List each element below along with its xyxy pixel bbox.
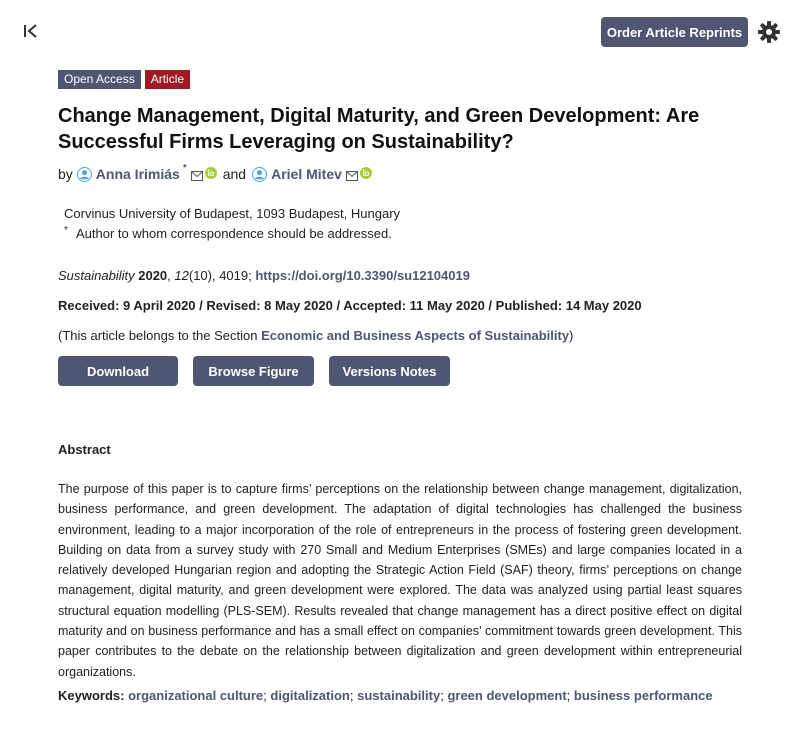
browse-figure-button[interactable]: Browse Figure xyxy=(193,356,314,386)
mail-icon[interactable] xyxy=(346,166,358,176)
orcid-icon[interactable] xyxy=(360,164,372,176)
article-header xyxy=(58,70,742,706)
keyword-link[interactable]: green development xyxy=(447,687,567,703)
citation-issue-pages: (10), 4019; xyxy=(188,268,252,283)
keyword-separator: ; xyxy=(440,687,444,703)
gear-icon[interactable] xyxy=(757,20,781,44)
publication-dates: Received: 9 April 2020 / Revised: 8 May 2020 / Accepted: 11 May 2020 / Published: 14 May 2020 xyxy=(58,298,642,313)
section-link[interactable]: Economic and Business Aspects of Sustainability xyxy=(261,328,570,343)
correspondence-mark: * xyxy=(64,225,68,236)
corresponding-author-mark: * xyxy=(182,163,187,174)
keywords xyxy=(58,686,742,706)
correspondence-note xyxy=(64,224,742,244)
article-actions xyxy=(58,356,742,386)
open-access-badge: Open Access xyxy=(58,70,141,89)
article-type-badge: Article xyxy=(145,70,190,89)
and-label: and xyxy=(222,166,247,182)
article-title: Change Management, Digital Maturity, and Green Development: Are Successful Firms Leveraging on Sustainability? xyxy=(58,105,700,153)
journal-name: Sustainability xyxy=(58,268,135,283)
author-link-anna-irimias[interactable]: Anna Irimiás xyxy=(95,166,180,182)
versions-notes-button[interactable]: Versions Notes xyxy=(329,356,450,386)
keyword-separator: ; xyxy=(349,687,354,703)
affiliations xyxy=(58,204,742,244)
citation-line xyxy=(58,266,742,286)
collapse-left-icon[interactable] xyxy=(20,20,42,42)
user-icon xyxy=(252,167,267,182)
keyword-separator: ; xyxy=(263,687,267,703)
affiliation-text: Corvinus University of Budapest, 1093 Budapest, Hungary xyxy=(64,206,401,221)
orcid-icon[interactable] xyxy=(205,164,217,176)
section-suffix: ) xyxy=(569,328,574,343)
top-bar xyxy=(0,0,802,64)
keyword-link[interactable]: business performance xyxy=(573,687,713,703)
keyword-link[interactable]: digitalization xyxy=(270,687,350,703)
mail-icon[interactable] xyxy=(191,166,203,176)
order-reprints-button[interactable]: Order Article Reprints xyxy=(601,17,748,47)
keywords-label: Keywords: xyxy=(58,687,125,703)
article-badges xyxy=(58,70,742,90)
by-label: by xyxy=(58,166,73,182)
doi-link[interactable]: https://doi.org/10.3390/su12104019 xyxy=(255,268,470,283)
download-button[interactable]: Download xyxy=(58,356,178,386)
keyword-separator: ; xyxy=(566,687,571,703)
abstract-heading: Abstract xyxy=(58,442,111,457)
citation-volume: 12 xyxy=(174,268,189,283)
user-icon xyxy=(77,167,92,182)
citation-comma: , xyxy=(167,268,175,283)
citation-year: 2020 xyxy=(138,268,168,283)
section-prefix: (This article belongs to the Section xyxy=(58,328,258,343)
section-note xyxy=(58,326,742,346)
abstract-text: The purpose of this paper is to capture firms’ perceptions on the relationship between change management, digitalization, business performance, and green development. The adaptation of digital technologies has challenged the business environment, leading to a major incorporation of the role of entrepreneurs in the process of fostering green development. Building on data from a survey study with 270 Small and Medium Enterprises (SMEs) and large companies located in a relatively developed Hungarian region and adopting the Strategic Action Field (SAF) theory, firms’ perceptions on change management, digital maturity, and green development were explored. The data was analyzed using partial least squares structural equation modelling (PLS-SEM). Results revealed that change management has a direct positive effect on digital maturity and on business performance and has a small effect on companies’ commitment towards green development. This paper contributes to the debate on the relationship between digitalization and green development within entrepreneurial organizations. xyxy=(58,482,742,679)
author-list xyxy=(58,164,742,184)
keyword-link[interactable]: organizational culture xyxy=(128,687,264,703)
author-link-ariel-mitev[interactable]: Ariel Mitev xyxy=(271,166,342,182)
keyword-link[interactable]: sustainability xyxy=(357,687,441,703)
correspondence-text: Author to whom correspondence should be addressed. xyxy=(76,226,392,241)
